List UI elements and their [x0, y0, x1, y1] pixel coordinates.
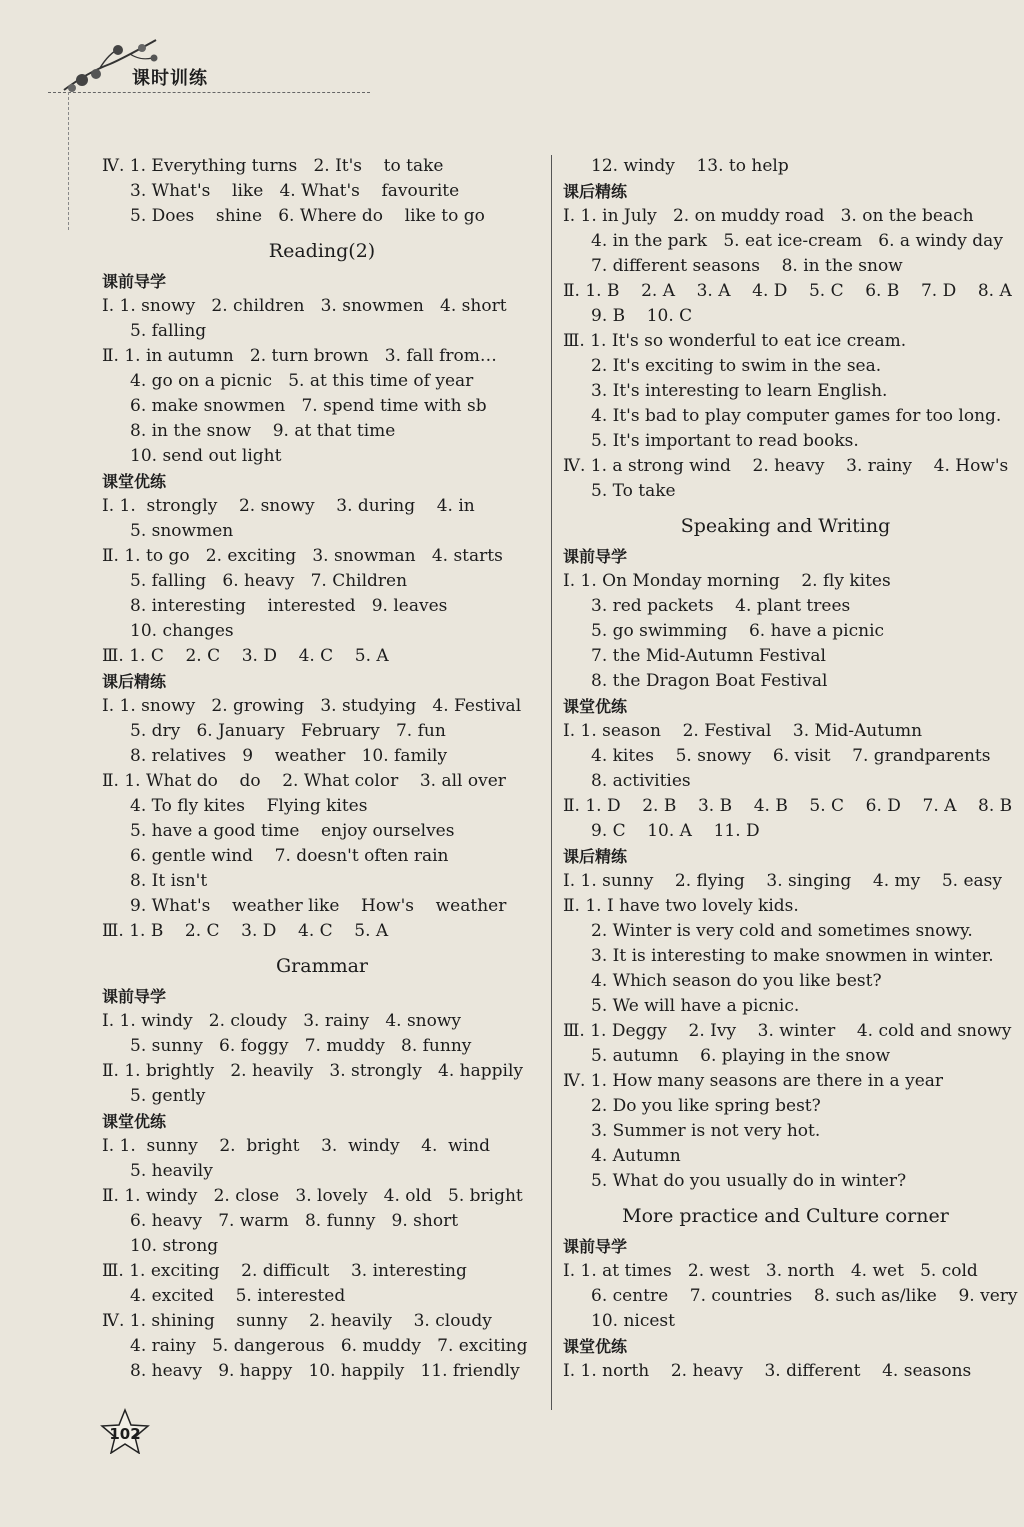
subsection-heading: 课前导学: [102, 987, 167, 1006]
answer-line: 4. go on a picnic 5. at this time of year: [130, 371, 474, 391]
answer-line: Ⅳ. 1. a strong wind 2. heavy 3. rainy 4. How's: [563, 456, 1009, 476]
answer-line: 8. interesting interested 9. leaves: [130, 596, 448, 616]
answer-line: 6. centre 7. countries 8. such as/like 9. very: [591, 1286, 1018, 1306]
answer-line: 4. To fly kites Flying kites: [130, 796, 368, 816]
answer-line: Ⅰ. 1. snowy 2. children 3. snowmen 4. short: [102, 296, 507, 316]
answer-line: 2. Winter is very cold and sometimes snowy.: [591, 921, 973, 941]
answer-line: 5. What do you usually do in winter?: [591, 1171, 907, 1191]
answer-line: 5. We will have a picnic.: [591, 996, 800, 1016]
answer-line: 8. the Dragon Boat Festival: [591, 671, 828, 691]
answer-line: Ⅰ. 1. in July 2. on muddy road 3. on the beach: [563, 206, 974, 226]
answer-line: 9. C 10. A 11. D: [591, 821, 760, 841]
subsection-heading: 课后精练: [563, 182, 628, 201]
page-number: 102: [109, 1425, 141, 1443]
answer-line: 10. send out light: [130, 446, 282, 466]
answer-line: 6. make snowmen 7. spend time with sb: [130, 396, 487, 416]
answer-line: 8. in the snow 9. at that time: [130, 421, 396, 441]
subsection-heading: 课前导学: [102, 272, 167, 291]
answer-line: 3. Summer is not very hot.: [591, 1121, 821, 1141]
answer-line: 5. sunny 6. foggy 7. muddy 8. funny: [130, 1036, 472, 1056]
answer-line: Ⅰ. 1. season 2. Festival 3. Mid-Autumn: [563, 721, 923, 741]
answer-line: 4. Which season do you like best?: [591, 971, 882, 991]
answer-line: 8. It isn't: [130, 871, 208, 891]
answer-line: Ⅰ. 1. windy 2. cloudy 3. rainy 4. snowy: [102, 1011, 462, 1031]
answer-line: Ⅰ. 1. north 2. heavy 3. different 4. seasons: [563, 1361, 972, 1381]
answer-line: 3. It's interesting to learn English.: [591, 381, 888, 401]
answer-line: 10. changes: [130, 621, 234, 641]
answer-line: 7. the Mid-Autumn Festival: [591, 646, 826, 666]
answer-line: 5. gently: [130, 1086, 206, 1106]
answer-line: 7. different seasons 8. in the snow: [591, 256, 903, 276]
answer-line: Ⅲ. 1. Deggy 2. Ivy 3. winter 4. cold and snowy: [563, 1021, 1012, 1041]
answer-line: 10. nicest: [591, 1311, 675, 1331]
left-column: [102, 154, 542, 1384]
answer-line: 5. have a good time enjoy ourselves: [130, 821, 455, 841]
answer-line: 5. go swimming 6. have a picnic: [591, 621, 885, 641]
answer-line: Ⅰ. 1. at times 2. west 3. north 4. wet 5. cold: [563, 1261, 978, 1281]
answer-line: 2. Do you like spring best?: [591, 1096, 821, 1116]
header-rule: [48, 92, 370, 93]
page-header: [60, 28, 380, 98]
answer-line: 6. heavy 7. warm 8. funny 9. short: [130, 1211, 459, 1231]
answer-line: 4. kites 5. snowy 6. visit 7. grandparents: [591, 746, 991, 766]
answer-line: Ⅱ. 1. windy 2. close 3. lovely 4. old 5. bright: [102, 1186, 523, 1206]
answer-line: 5. falling: [130, 321, 207, 341]
page-number-badge: [100, 1408, 150, 1454]
answer-line: 4. Autumn: [591, 1146, 681, 1166]
subsection-heading: 课堂优练: [563, 697, 628, 716]
answer-line: 4. in the park 5. eat ice-cream 6. a windy day: [591, 231, 1003, 251]
section-title: More practice and Culture corner: [622, 1205, 949, 1227]
answer-line: Ⅱ. 1. What do do 2. What color 3. all over: [102, 771, 506, 791]
answer-line: 2. It's exciting to swim in the sea.: [591, 356, 882, 376]
answer-line: Ⅳ. 1. shining sunny 2. heavily 3. cloudy: [102, 1311, 492, 1331]
answer-line: 3. It is interesting to make snowmen in winter.: [591, 946, 994, 966]
answer-line: Ⅳ. 1. How many seasons are there in a year: [563, 1071, 944, 1091]
answer-line: 5. dry 6. January February 7. fun: [130, 721, 446, 741]
answer-line: 3. red packets 4. plant trees: [591, 596, 851, 616]
subsection-heading: 课堂优练: [102, 1112, 167, 1131]
answer-line: Ⅰ. 1. On Monday morning 2. fly kites: [563, 571, 891, 591]
answer-line: Ⅰ. 1. sunny 2. bright 3. windy 4. wind: [102, 1136, 491, 1156]
answer-line: Ⅱ. 1. D 2. B 3. B 4. B 5. C 6. D 7. A 8. B: [563, 796, 1013, 816]
section-title: Speaking and Writing: [680, 515, 891, 537]
header-title: 课时训练: [132, 68, 208, 89]
answer-line: Ⅱ. 1. B 2. A 3. A 4. D 5. C 6. B 7. D 8. A: [563, 281, 1012, 301]
answer-line: 8. heavy 9. happy 10. happily 11. friendly: [130, 1361, 520, 1381]
section-title: Reading(2): [268, 240, 376, 262]
answer-line: 8. relatives 9 weather 10. family: [130, 746, 448, 766]
answer-line: Ⅲ. 1. C 2. C 3. D 4. C 5. A: [102, 646, 389, 666]
answer-line: Ⅰ. 1. sunny 2. flying 3. singing 4. my 5. easy: [563, 871, 1002, 891]
subsection-heading: 课后精练: [563, 847, 628, 866]
section-title: Grammar: [275, 955, 369, 977]
answer-line: Ⅲ. 1. B 2. C 3. D 4. C 5. A: [102, 921, 389, 941]
answer-line: 9. B 10. C: [591, 306, 693, 326]
answer-line: 4. excited 5. interested: [130, 1286, 346, 1306]
answer-line: 4. It's bad to play computer games for too long.: [591, 406, 1002, 426]
answer-line: 4. rainy 5. dangerous 6. muddy 7. exciting: [130, 1336, 528, 1356]
answer-line: Ⅱ. 1. brightly 2. heavily 3. strongly 4. happily: [102, 1061, 523, 1081]
subsection-heading: 课堂优练: [563, 1337, 628, 1356]
subsection-heading: 课前导学: [563, 1237, 628, 1256]
column-divider: [551, 155, 552, 1410]
answer-line: 8. activities: [591, 771, 691, 791]
margin-line: [68, 92, 69, 230]
answer-line: Ⅰ. 1. snowy 2. growing 3. studying 4. Festival: [102, 696, 522, 716]
answer-line: 9. What's weather like How's weather: [130, 896, 507, 916]
answer-line: 5. Does shine 6. Where do like to go: [130, 206, 485, 226]
answer-line: Ⅰ. 1. strongly 2. snowy 3. during 4. in: [102, 496, 475, 516]
answer-line: Ⅱ. 1. in autumn 2. turn brown 3. fall from…: [102, 346, 497, 366]
answer-line: 6. gentle wind 7. doesn't often rain: [130, 846, 449, 866]
answer-line: Ⅳ. 1. Everything turns 2. It's to take: [102, 156, 444, 176]
answer-line: 5. autumn 6. playing in the snow: [591, 1046, 891, 1066]
answer-line: Ⅱ. 1. I have two lovely kids.: [563, 896, 799, 916]
subsection-heading: 课后精练: [102, 672, 167, 691]
answer-line: Ⅲ. 1. It's so wonderful to eat ice cream.: [563, 331, 907, 351]
answer-line: 12. windy 13. to help: [591, 156, 789, 176]
answer-line: Ⅱ. 1. to go 2. exciting 3. snowman 4. starts: [102, 546, 503, 566]
answer-line: 5. heavily: [130, 1161, 213, 1181]
answer-line: 5. It's important to read books.: [591, 431, 859, 451]
answer-line: 3. What's like 4. What's favourite: [130, 181, 460, 201]
subsection-heading: 课前导学: [563, 547, 628, 566]
answer-line: 10. strong: [130, 1236, 219, 1256]
subsection-heading: 课堂优练: [102, 472, 167, 491]
answer-line: Ⅲ. 1. exciting 2. difficult 3. interesting: [102, 1261, 467, 1281]
answer-line: 5. falling 6. heavy 7. Children: [130, 571, 408, 591]
answer-line: 5. To take: [591, 481, 676, 501]
answer-line: 5. snowmen: [130, 521, 234, 541]
right-column: [563, 154, 1018, 1384]
